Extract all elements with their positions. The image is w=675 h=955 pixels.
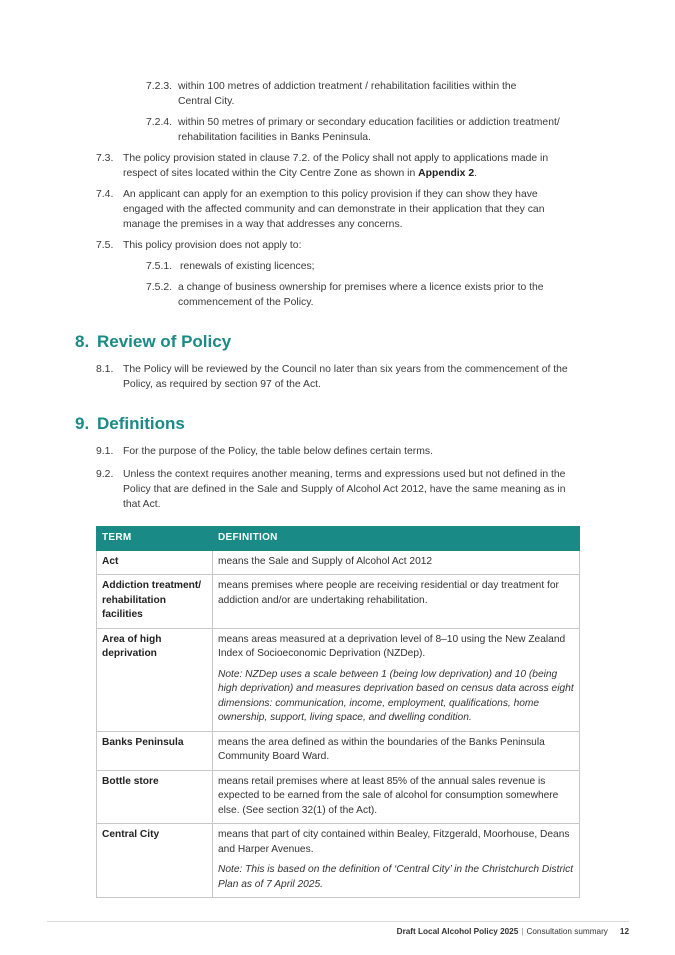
definition-note: Note: NZDep uses a scale between 1 (being low deprivation) and 10 (being high deprivation) and measures deprivation based on census data across eight dimensions: communication, income, employment, qualifications, home ownership, support, living space, and dwelling condition. xyxy=(218,668,574,723)
clause-number: 8.1. xyxy=(96,364,114,375)
clause-9-2 xyxy=(96,467,570,512)
table-row xyxy=(97,731,580,770)
definition-text: means premises where people are receiving residential or day treatment for addiction and/or are undertaking rehabilitation. xyxy=(218,580,559,606)
table-row xyxy=(97,550,580,575)
definition-text: means the Sale and Supply of Alcohol Act 2012 xyxy=(218,555,433,567)
clause-number: 7.5.1. xyxy=(146,261,172,272)
clause-8-1 xyxy=(96,362,571,392)
section-heading-review xyxy=(75,332,231,352)
clause-number: 7.3. xyxy=(96,153,114,164)
definition-cell xyxy=(213,575,580,629)
section-number: 9. xyxy=(75,414,90,433)
term-cell: Addiction treatment/ rehabilitation facilities xyxy=(97,575,213,629)
table-row xyxy=(97,824,580,898)
footer-document-title: Draft Local Alcohol Policy 2025 xyxy=(396,927,519,936)
column-header-definition: DEFINITION xyxy=(213,527,580,551)
clause-text: a change of business ownership for premises where a licence exists prior to the commencement of the Policy. xyxy=(178,282,544,308)
term-cell: Area of high deprivation xyxy=(97,628,213,731)
definition-note: Note: This is based on the definition of ‘Central City’ in the Christchurch District Plan as of 7 April 2025. xyxy=(218,864,574,890)
definition-text: means areas measured at a deprivation level of 8–10 using the New Zealand Index of Socioeconomic Deprivation (NZDep). xyxy=(218,633,566,659)
definition-text: means the area defined as within the boundaries of the Banks Peninsula Community Board Ward. xyxy=(218,736,545,762)
clause-number: 7.5. xyxy=(96,240,114,251)
clause-9-1 xyxy=(96,444,571,459)
clause-text: within 50 metres of primary or secondary education facilities or addiction treatment/ rehabilitation facilities in Banks Peninsula. xyxy=(178,117,560,143)
clause-text: Unless the context requires another meaning, terms and expressions used but not defined in the Policy that are defined in the Sale and Supply of Alcohol Act 2012, have the same meaning as in that Act. xyxy=(123,469,566,510)
section-heading-definitions xyxy=(75,414,185,434)
section-title: Definitions xyxy=(97,414,185,433)
clause-7-4 xyxy=(96,187,564,232)
clause-text-part: . xyxy=(474,168,478,179)
clause-7-2-3 xyxy=(146,79,546,109)
definition-text: means that part of city contained within Bealey, Fitzgerald, Moorhouse, Deans and Harper Avenues. xyxy=(218,829,570,855)
table-row xyxy=(97,575,580,629)
table-header-row xyxy=(97,527,580,551)
clause-7-5-1 xyxy=(146,259,546,274)
clause-7-5 xyxy=(96,238,556,253)
clause-7-5-2 xyxy=(146,280,556,310)
definition-cell xyxy=(213,770,580,824)
clause-text: renewals of existing licences; xyxy=(180,261,315,272)
clause-number: 9.1. xyxy=(96,446,114,457)
appendix-reference: Appendix 2 xyxy=(418,168,475,179)
footer-separator: | xyxy=(521,927,524,936)
definition-cell xyxy=(213,550,580,575)
term-cell: Banks Peninsula xyxy=(97,731,213,770)
clause-number: 7.2.3. xyxy=(146,81,172,92)
clause-number: 7.4. xyxy=(96,189,114,200)
section-number: 8. xyxy=(75,332,90,351)
column-header-term: TERM xyxy=(97,527,213,551)
clause-text: The Policy will be reviewed by the Council no later than six years from the commencement of the Policy, as required by section 97 of the Act. xyxy=(123,364,568,390)
page-footer xyxy=(397,927,629,936)
clause-text-part: The policy provision stated in clause 7.2. of the Policy shall not apply to applications made in respect of sites located within the City Centre Zone as shown in xyxy=(123,153,549,179)
clause-text xyxy=(123,151,558,181)
clause-text: within 100 metres of addiction treatment / rehabilitation facilities within the Central City. xyxy=(178,81,517,107)
term-cell: Act xyxy=(97,550,213,575)
footer-divider xyxy=(47,921,629,922)
page-number: 12 xyxy=(619,927,629,936)
clause-text: This policy provision does not apply to: xyxy=(123,240,302,251)
definition-cell xyxy=(213,628,580,731)
clause-text: An applicant can apply for an exemption to this policy provision if they can show they have engaged with the affected community and can demonstrate in their application that they can manage the premises in a way that addresses any concerns. xyxy=(123,189,545,230)
clause-number: 7.2.4. xyxy=(146,117,172,128)
clause-text: For the purpose of the Policy, the table below defines certain terms. xyxy=(123,446,433,457)
clause-number: 9.2. xyxy=(96,469,114,480)
footer-subtitle: Consultation summary xyxy=(526,927,608,936)
section-title: Review of Policy xyxy=(97,332,232,351)
table-row xyxy=(97,628,580,731)
term-cell: Bottle store xyxy=(97,770,213,824)
clause-number: 7.5.2. xyxy=(146,282,172,293)
term-cell: Central City xyxy=(97,824,213,898)
clause-7-2-4 xyxy=(146,115,576,145)
table-row xyxy=(97,770,580,824)
definition-cell xyxy=(213,731,580,770)
definition-cell xyxy=(213,824,580,898)
definition-text: means retail premises where at least 85% of the annual sales revenue is expected to be earned from the sale of alcohol for consumption somewhere else. (See section 32(1) of the Act). xyxy=(218,775,559,816)
definitions-table xyxy=(96,526,580,898)
clause-7-3 xyxy=(96,151,558,181)
